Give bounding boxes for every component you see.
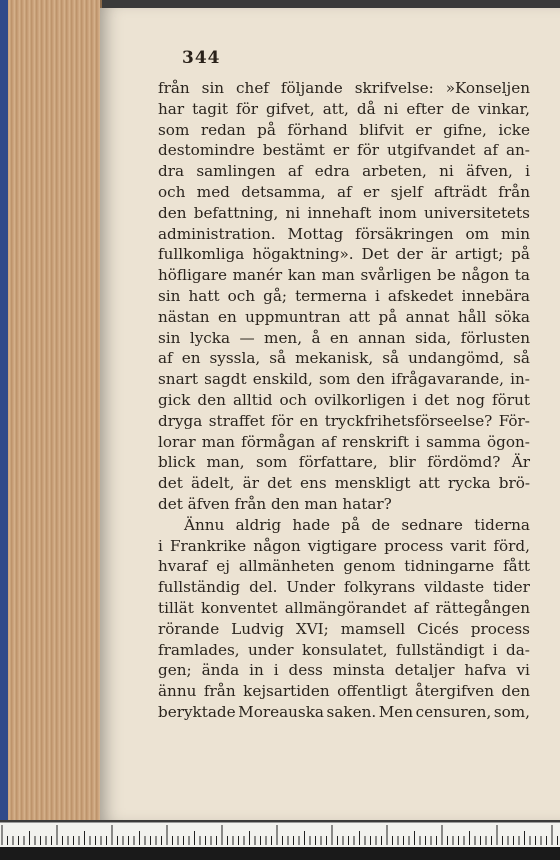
book-page <box>100 8 560 820</box>
text-line: blick man, som författare, blir fördömd? Är <box>158 453 530 472</box>
text-line: och med detsamma, af er sjelf afträdt från <box>158 182 530 201</box>
text-line: af en syssla, så mekanisk, så undangömd, så <box>158 349 530 368</box>
text-line: rörande Ludvig XVI; mamsell Cicés process <box>158 619 530 638</box>
text-line: tillät konventet allmängörandet af rättegången <box>158 598 530 617</box>
page-number: 344 <box>182 48 221 68</box>
text-line: det ädelt, är det ens menskligt att rycka brö- <box>158 474 530 493</box>
text-line: lorar man förmågan af renskrift i samma ögon- <box>158 432 530 451</box>
text-line: snart sagdt enskild, som den ifrågavarande, in- <box>158 370 530 389</box>
measuring-ruler <box>0 822 560 860</box>
text-block <box>158 78 530 723</box>
text-line: från sin chef följande skrifvelse: »Konseljen <box>158 79 530 97</box>
text-line: har tagit för gifvet, att, då ni efter de vinkar, <box>158 99 530 118</box>
text-line: som redan på förhand blifvit er gifne, icke <box>158 120 530 139</box>
text-line: den befattning, ni innehaft inom universitetets <box>158 203 530 222</box>
text-line: framlades, under konsulatet, fullständigt i da- <box>158 640 530 659</box>
text-line: det äfven från den man hatar? <box>158 494 392 513</box>
text-line: administration. Mottag försäkringen om min <box>158 224 530 243</box>
text-line: i Frankrike någon vigtigare process varit förd, <box>158 536 530 555</box>
text-line: fullkomliga högaktning». Det der är artigt; på <box>158 245 530 264</box>
text-line: beryktade Moreauska saken. Men censuren, som, <box>158 702 530 721</box>
text-line: sin lycka — men, å en annan sida, förlusten <box>158 328 530 347</box>
text-line: dryga straffet för en tryckfrihetsförseelse? För- <box>158 411 530 430</box>
text-line: gen; ända in i dess minsta detaljer hafva vi <box>158 661 530 680</box>
page-edges <box>8 0 102 820</box>
text-line: dra samlingen af edra arbeten, ni äfven, i <box>158 162 530 181</box>
text-line: fullständig del. Under folkyrans vildaste tider <box>158 578 530 597</box>
text-line: ännu från kejsartiden offentligt återgifven den <box>158 682 530 701</box>
text-line: hvaraf ej allmänheten genom tidningarne fått <box>158 557 530 576</box>
text-line: nästan en uppmuntran att på annat håll söka <box>158 307 530 326</box>
ruler-bar <box>0 847 560 860</box>
ruler-ticks <box>0 823 560 845</box>
text-line: Ännu aldrig hade på de sednare tiderna <box>184 515 530 534</box>
text-line: höfligare manér kan man svårligen be någon ta <box>158 266 530 285</box>
text-line: sin hatt och gå; termerna i afskedet innebära <box>158 286 530 305</box>
text-line: destomindre bestämt er för utgifvandet af an- <box>158 141 530 160</box>
text-line: gick den alltid och ovilkorligen i det nog förut <box>158 390 530 409</box>
